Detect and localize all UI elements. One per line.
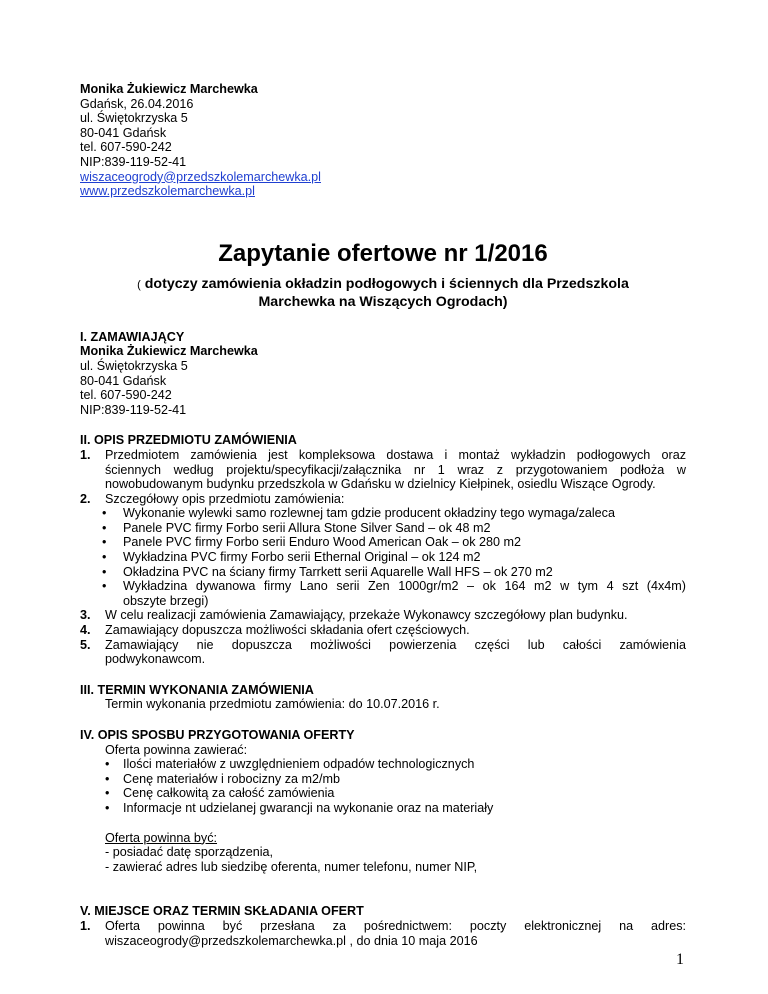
- section-heading: V. MIEJSCE ORAZ TERMIN SKŁADANIA OFERT: [80, 904, 364, 919]
- submission-list: [80, 919, 686, 948]
- list-item: [80, 623, 686, 638]
- list-item: [80, 550, 686, 565]
- list-number: 1.: [80, 918, 91, 933]
- bullet-text: Cenę całkowitą za całość zamówienia: [123, 786, 335, 801]
- bullet-icon: •: [105, 786, 110, 801]
- item-text: Zamawiający dopuszcza możliwości składania ofert częściowych.: [105, 623, 470, 638]
- website-link[interactable]: www.przedszkolemarchewka.pl: [80, 184, 255, 199]
- ordering-party-name: Monika Żukiewicz Marchewka: [80, 344, 258, 359]
- list-item: [80, 492, 686, 507]
- bullet-icon: •: [102, 520, 107, 535]
- item-line: podwykonawcom.: [105, 652, 206, 667]
- section-heading: III. TERMIN WYKONANIA ZAMÓWIENIA: [80, 682, 314, 697]
- order-description-list: [80, 448, 686, 506]
- bullet-text: Panele PVC firmy Forbo serii Allura Stone Silver Sand – ok 48 m2: [123, 520, 491, 535]
- list-item: [80, 448, 686, 492]
- item-line: nowobudowanym budynku przedszkola w Gdańsku w dzielnicy Kiełpinek, osiedlu Wiszące Ogrody.: [105, 477, 656, 492]
- offer-requirement-line: - zawierać adres lub siedzibę oferenta, numer telefonu, numer NIP,: [105, 859, 478, 874]
- offer-requirements-heading: Oferta powinna być:: [105, 830, 218, 845]
- list-item: [80, 919, 686, 948]
- sender-date: Gdańsk, 26.04.2016: [80, 96, 194, 111]
- list-number: 3.: [80, 608, 91, 623]
- sender-street: ul. Świętokrzyska 5: [80, 111, 188, 126]
- bullet-icon: •: [105, 757, 110, 772]
- ordering-party-phone: tel. 607-590-242: [80, 388, 172, 403]
- list-item: [80, 579, 686, 608]
- email-link[interactable]: wiszaceogrody@przedszkolemarchewka.pl: [80, 169, 321, 184]
- item-line: wiszaceogrody@przedszkolemarchewka.pl , do dnia 10 maja 2016: [105, 933, 478, 948]
- section-ordering-party: [80, 330, 686, 418]
- bullet-text: Wykładzina PVC firmy Forbo serii Ethernal Original – ok 124 m2: [123, 550, 481, 565]
- bullet-icon: •: [102, 579, 107, 594]
- bullet-icon: •: [102, 550, 107, 565]
- subtitle-paren: (: [137, 278, 141, 291]
- list-item: [80, 757, 686, 772]
- offer-contents-bullets: [80, 757, 686, 815]
- list-item: [80, 521, 686, 536]
- sender-name: Monika Żukiewicz Marchewka: [80, 82, 258, 96]
- list-item: [80, 772, 686, 787]
- list-number: 5.: [80, 637, 91, 652]
- bullet-icon: •: [105, 800, 110, 815]
- list-item: [80, 608, 686, 623]
- sender-city: 80-041 Gdańsk: [80, 125, 167, 140]
- bullet-icon: •: [102, 506, 107, 521]
- document-title: Zapytanie ofertowe nr 1/2016: [218, 239, 548, 267]
- list-number: 1.: [80, 447, 91, 462]
- bullet-text: obszyte brzegi): [123, 593, 209, 608]
- item-line: Przedmiotem zamówienia jest kompleksowa dostawa i montaż wykładzin podłogowych oraz: [105, 447, 686, 462]
- list-number: 4.: [80, 623, 91, 638]
- ordering-party-city: 80-041 Gdańsk: [80, 373, 167, 388]
- subtitle-text: dotyczy zamówienia okładzin podłogowych i ściennych dla Przedszkola Marchewka na Wiszących Ogrodach): [144, 275, 629, 310]
- list-item: [80, 786, 686, 801]
- bullet-text: Ilości materiałów z uwzględnieniem odpadów technologicznych: [123, 757, 475, 772]
- bullet-icon: •: [102, 535, 107, 550]
- item-line: ściennych według projektu/specyfikacji/załącznika nr 1 wraz z przygotowaniem podłoża w: [105, 462, 686, 477]
- list-number: 2.: [80, 491, 91, 506]
- bullet-text: Wykładzina dywanowa firmy Lano serii Zen 1000gr/m2 – ok 164 m2 w tym 4 szt (4x4m): [123, 579, 686, 594]
- item-text: W celu realizacji zamówienia Zamawiający, przekaże Wykonawcy szczegółowy plan budynku.: [105, 608, 628, 623]
- bullet-text: Informacje nt udzielanej gwarancji na wykonanie oraz na materiały: [123, 800, 494, 815]
- offer-requirement-line: - posiadać datę sporządzenia,: [105, 845, 274, 860]
- bullet-icon: •: [105, 771, 110, 786]
- bullet-text: Wykonanie wylewki samo rozlewnej tam gdzie producent okładziny tego wymaga/zaleca: [123, 506, 615, 521]
- sender-nip: NIP:839-119-52-41: [80, 154, 187, 169]
- list-item: [80, 565, 686, 580]
- page-number: 1: [676, 951, 684, 968]
- section-heading: II. OPIS PRZEDMIOTU ZAMÓWIENIA: [80, 433, 297, 448]
- section-heading: I. ZAMAWIAJĄCY: [80, 329, 185, 344]
- order-description-list-continued: [80, 608, 686, 666]
- list-item: [80, 535, 686, 550]
- list-item: [80, 638, 686, 667]
- bullet-text: Panele PVC firmy Forbo serii Enduro Wood American Oak – ok 280 m2: [123, 535, 522, 550]
- item-text: Szczegółowy opis przedmiotu zamówienia:: [105, 491, 345, 506]
- document-subtitle: [80, 276, 686, 311]
- document-page: [80, 82, 686, 948]
- ordering-party-street: ul. Świętokrzyska 5: [80, 358, 188, 373]
- sender-phone: tel. 607-590-242: [80, 140, 172, 155]
- item-line: Zamawiający nie dopuszcza możliwości powierzenia części lub całości zamówienia: [105, 637, 686, 652]
- list-item: [80, 506, 686, 521]
- specification-bullets: [80, 506, 686, 608]
- bullet-text: Cenę materiałów i robocizny za m2/mb: [123, 771, 340, 786]
- sender-block: [80, 82, 686, 199]
- section-heading: IV. OPIS SPOSBU PRZYGOTOWANIA OFERTY: [80, 728, 355, 742]
- item-line: Oferta powinna być przesłana za pośrednictwem: poczty elektronicznej na adres:: [105, 918, 686, 933]
- list-item: [80, 801, 686, 816]
- bullet-icon: •: [102, 564, 107, 579]
- bullet-text: Okładzina PVC na ściany firmy Tarrkett serii Aquarelle Wall HFS – ok 270 m2: [123, 564, 553, 579]
- ordering-party-nip: NIP:839-119-52-41: [80, 402, 187, 417]
- deadline-text: Termin wykonania przedmiotu zamówienia: do 10.07.2016 r.: [105, 697, 440, 712]
- offer-contents-intro: Oferta powinna zawierać:: [105, 742, 248, 757]
